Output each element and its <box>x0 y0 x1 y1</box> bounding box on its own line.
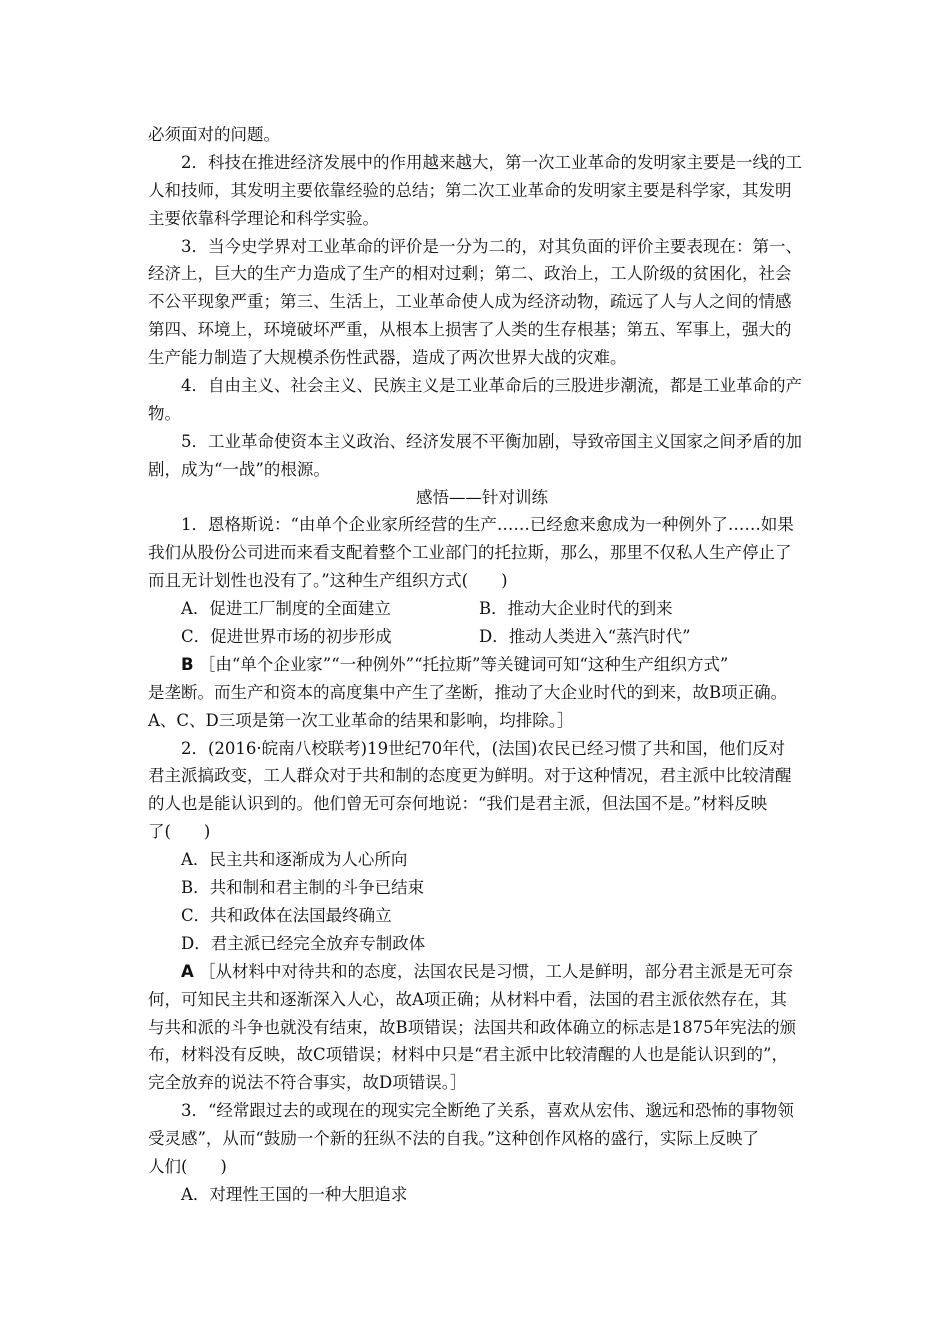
option-c: C．促进世界市场的初步形成 <box>181 627 392 647</box>
text-line: 物。 <box>148 403 181 423</box>
text-line: 不公平现象严重；第三、生活上，工业革命使人成为经济动物，疏远了人与人之间的情感 <box>148 292 792 312</box>
text-line: 生产能力制造了大规模杀伤性武器，造成了两次世界大战的灾难。 <box>148 348 627 368</box>
option-d: D．君主派已经完全放弃专制政体 <box>181 933 426 953</box>
option-d: D．推动人类进入“蒸汽时代” <box>479 627 691 647</box>
paragraph-5 <box>148 428 816 484</box>
answer-letter: B <box>181 654 194 674</box>
text-line: 必须面对的问题。 <box>148 125 280 144</box>
question-stem: 3．“经常跟过去的或现在的现实完全断绝了关系，喜欢从宏伟、邈远和恐怖的事物领 <box>181 1101 794 1121</box>
question-1 <box>148 511 816 734</box>
question-stem: 了( ) <box>148 822 211 842</box>
text-line: 主要依靠科学理论和科学实验。 <box>148 208 379 228</box>
section-title: 感悟——针对训练 <box>416 487 548 507</box>
question-3 <box>148 1097 816 1209</box>
option-a: A．民主共和逐渐成为人心所向 <box>181 850 408 870</box>
question-stem: 人们( ) <box>148 1156 227 1176</box>
option-b: B．共和制和君主制的斗争已结束 <box>181 878 425 898</box>
explanation-text: 何，可知民主共和逐渐深入人心，故A项正确；从材料中看，法国的君主派依然存在，其 <box>148 989 787 1009</box>
text-line: 3．当今史学界对工业革命的评价是一分为二的，对其负面的评价主要表现在：第一、 <box>181 236 802 256</box>
explanation-text: ［由“单个企业家”“一种例外”“托拉斯”等关键词可知“这种生产组织方式” <box>198 654 729 674</box>
explanation-text: 是垄断。而生产和资本的高度集中产生了垄断，推动了大企业时代的到来，故B项正确。 <box>148 682 788 702</box>
option-c: C．共和政体在法国最终确立 <box>181 905 392 925</box>
explanation-text: 与共和派的斗争也就没有结束，故B项错误；法国共和政体确立的标志是1875年宪法的颁 <box>148 1017 797 1037</box>
explanation-text: 布，材料没有反映，故C项错误；材料中只是“君主派中比较清醒的人也是能认识到的”， <box>148 1045 788 1065</box>
answer-explanation <box>148 958 816 986</box>
text-line: 4．自由主义、社会主义、民族主义是工业革命后的三股进步潮流，都是工业革命的产 <box>181 376 802 396</box>
option-row <box>148 595 816 623</box>
question-stem: 2．(2016·皖南八校联考)19世纪70年代，(法国)农民已经习惯了共和国，他们反对 <box>181 738 785 758</box>
option-a: A．促进工厂制度的全面建立 <box>181 599 391 619</box>
answer-explanation <box>148 651 816 679</box>
text-line: 2．科技在推进经济发展中的作用越来越大，第一次工业革命的发明家主要是一线的工 <box>181 152 802 172</box>
paragraph-3 <box>148 233 816 372</box>
explanation-text: ［从材料中对待共和的态度，法国农民是习惯，工人是鲜明，部分君主派是无可奈 <box>199 961 794 981</box>
explanation-text: A、C、D三项是第一次工业革命的结果和影响，均排除。］ <box>148 710 574 730</box>
question-stem: 君主派搞政变，工人群众对于共和制的态度更为鲜明。对于这种情况，君主派中比较清醒 <box>148 766 792 786</box>
text-line: 经济上，巨大的生产力造成了生产的相对过剩；第二、政治上，工人阶级的贫困化，社会 <box>148 264 792 284</box>
explanation-text: 完全放弃的说法不符合事实，故D项错误。］ <box>148 1073 467 1093</box>
paragraph-2 <box>148 149 816 233</box>
document-body <box>148 121 816 1209</box>
question-stem: 1．恩格斯说：“由单个企业家所经营的生产……已经愈来愈成为一种例外了……如果 <box>181 515 794 535</box>
option-b: B．推动大企业时代的到来 <box>479 599 673 619</box>
text-line: 人和技师，其发明主要依靠经验的总结；第二次工业革命的发明家主要是科学家，其发明 <box>148 180 792 200</box>
question-stem: 而且无计划性也没有了。”这种生产组织方式( ) <box>148 571 508 591</box>
text-line: 第四、环境上，环境破坏严重，从根本上损害了人类的生存根基；第五、军事上，强大的 <box>148 320 792 340</box>
option-a: A．对理性王国的一种大胆追求 <box>181 1184 408 1204</box>
question-2 <box>148 735 816 1098</box>
question-stem: 的人也是能认识到的。他们曾无可奈何地说：“我们是君主派，但法国不是。”材料反映 <box>148 794 768 814</box>
paragraph-4 <box>148 372 816 428</box>
question-stem: 我们从股份公司进而来看支配着整个工业部门的托拉斯，那么，那里不仅私人生产停止了 <box>148 543 792 563</box>
question-stem: 受灵感”，从而“鼓励一个新的狂纵不法的自我。”这种创作风格的盛行，实际上反映了 <box>148 1129 760 1149</box>
text-line: 剧，成为“一战”的根源。 <box>148 459 330 479</box>
answer-letter: A <box>181 961 194 981</box>
option-row <box>148 623 816 651</box>
text-line: 5．工业革命使资本主义政治、经济发展不平衡加剧，导致帝国主义国家之间矛盾的加 <box>181 431 802 451</box>
